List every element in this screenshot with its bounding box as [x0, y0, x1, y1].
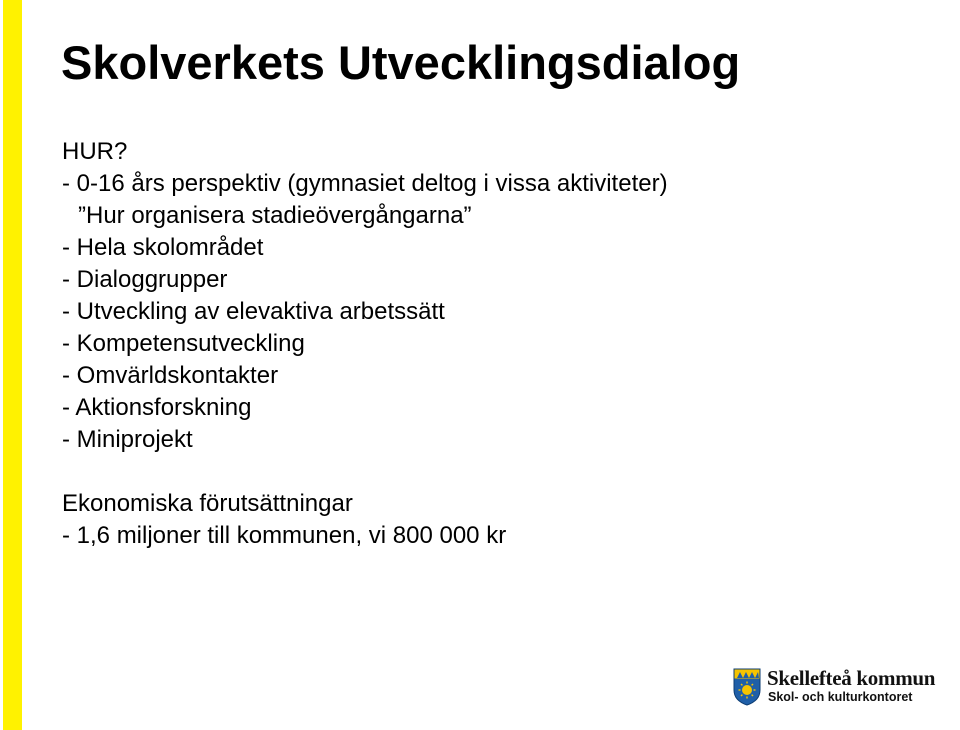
logo-name: Skellefteå kommun — [767, 666, 936, 690]
body-line-hur: HUR? — [62, 138, 128, 165]
slide-title: Skolverkets Utvecklingsdialog — [61, 36, 741, 89]
slide-body — [62, 136, 942, 552]
body-line-active-methods: - Utveckling av elevaktiva arbetssätt — [62, 298, 445, 325]
municipality-logo — [733, 667, 958, 709]
body-spacer — [62, 456, 942, 488]
body-line-dialogue-groups: - Dialoggrupper — [62, 266, 228, 293]
body-line-question: ”Hur organisera stadieövergångarna” — [78, 202, 472, 229]
body-line-competence: - Kompetensutveckling — [62, 330, 305, 357]
economy-line: - 1,6 miljoner till kommunen, vi 800 000 kr — [62, 522, 507, 549]
body-line-action-research: - Aktionsforskning — [62, 394, 252, 421]
coat-of-arms-icon — [733, 668, 761, 706]
logo-subtitle: Skol- och kulturkontoret — [768, 690, 913, 704]
body-line-mini-projects: - Miniprojekt — [62, 426, 193, 453]
body-line-external-contacts: - Omvärldskontakter — [62, 362, 279, 389]
economy-heading: Ekonomiska förutsättningar — [62, 490, 353, 517]
body-line-perspective: - 0-16 års perspektiv (gymnasiet deltog i vissa aktiviteter) — [62, 170, 668, 197]
body-line-school-area: - Hela skolområdet — [62, 234, 264, 261]
yellow-accent-bar — [3, 0, 22, 730]
